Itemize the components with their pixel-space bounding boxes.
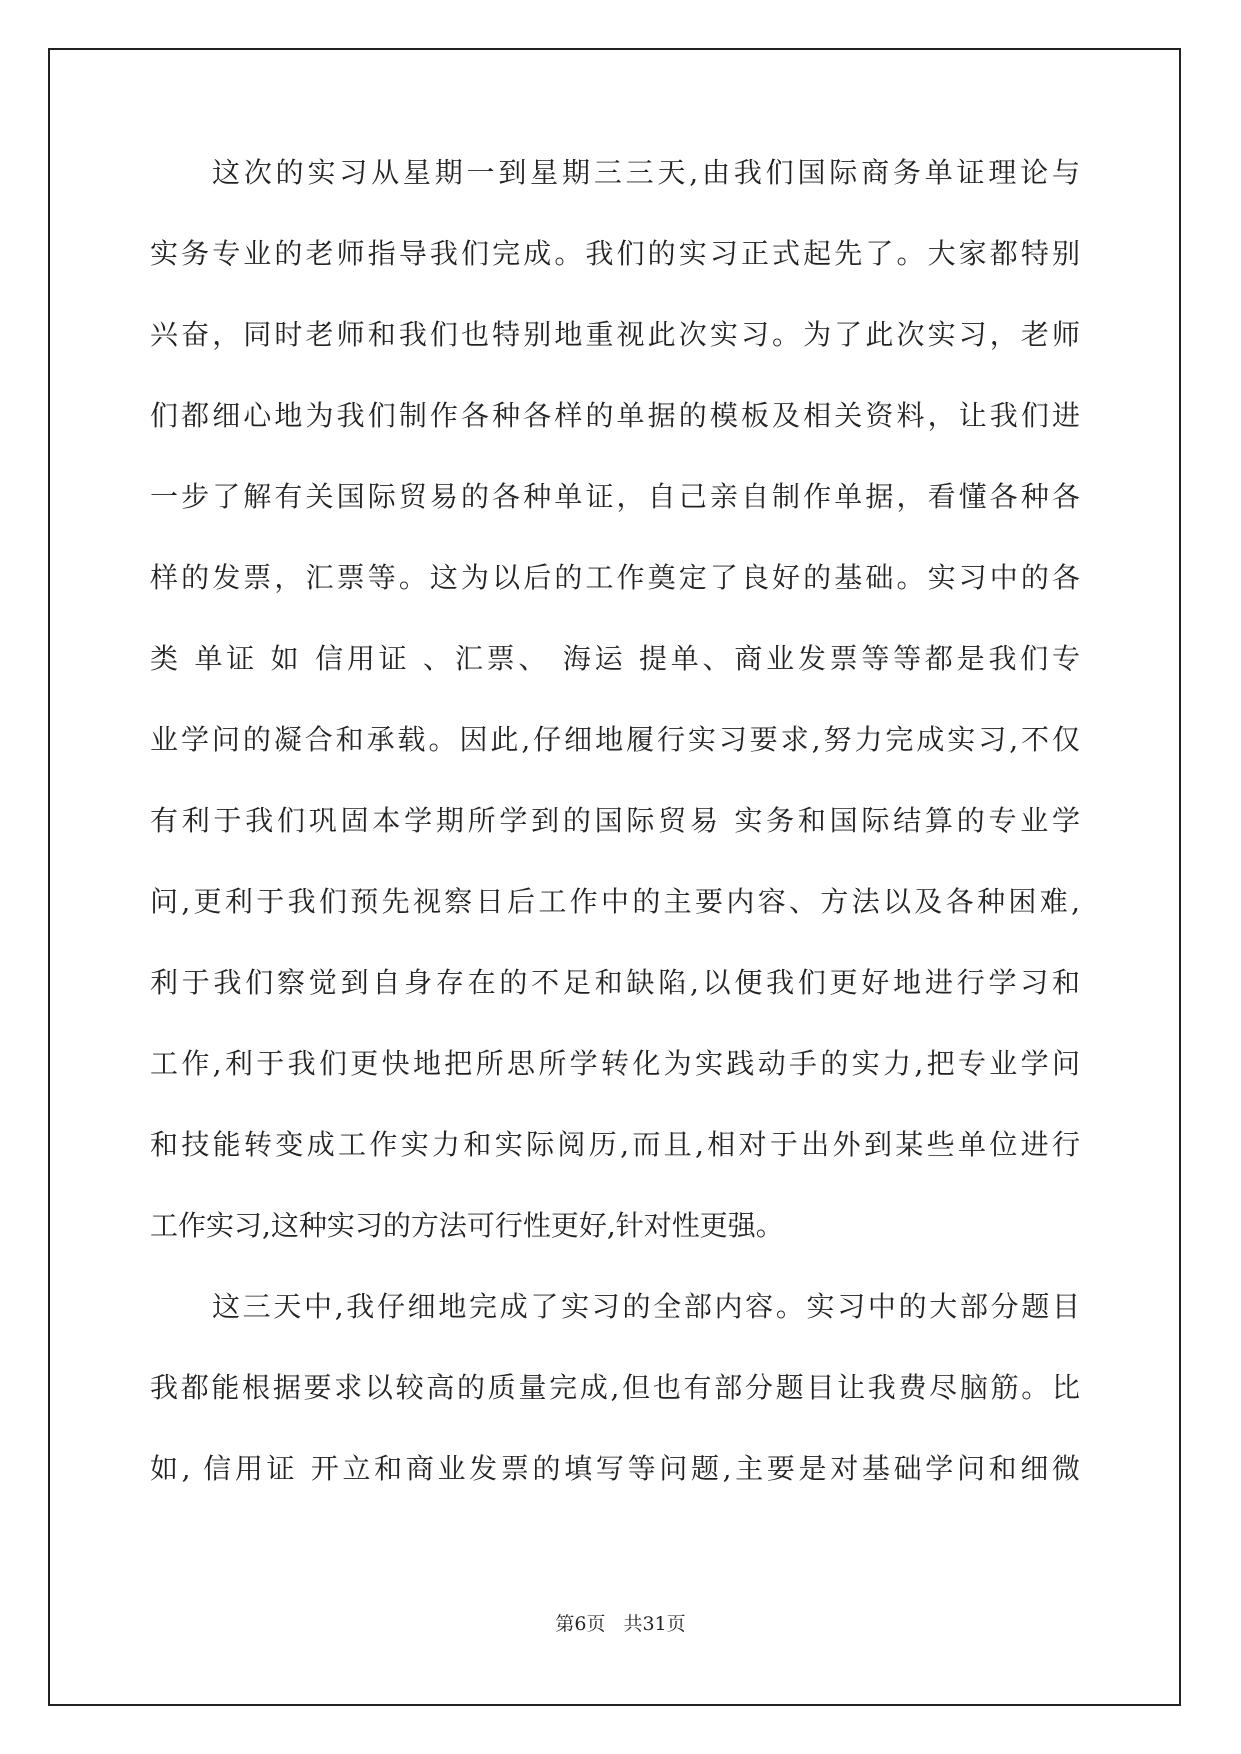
paragraph-1-line-8: 业学问的凝合和承载。因此,仔细地履行实习要求,努力完成实习,不仅 bbox=[150, 723, 1080, 756]
document-body bbox=[150, 155, 1080, 1532]
paragraph-1-line-6: 样的发票，汇票等。这为以后的工作奠定了良好的基础。实习中的各 bbox=[150, 561, 1080, 594]
paragraph-1-line-3: 兴奋，同时老师和我们也特别地重视此次实习。为了此次实习，老师 bbox=[150, 318, 1080, 351]
paragraph-2-line-3: 如, 信用证 开立和商业发票的填写等问题,主要是对基础学问和细微 bbox=[150, 1452, 1080, 1485]
paragraph-1-line-2: 实务专业的老师指导我们完成。我们的实习正式起先了。大家都特别 bbox=[150, 237, 1080, 270]
paragraph-1-line-14: 工作实习,这种实习的方法可行性更好,针对性更强。 bbox=[150, 1209, 784, 1242]
paragraph-1-line-7: 类 单证 如 信用证 、汇票、 海运 提单、商业发票等等都是我们专 bbox=[150, 642, 1080, 675]
paragraph-1-line-13: 和技能转变成工作实力和实际阅历,而且,相对于出外到某些单位进行 bbox=[150, 1128, 1080, 1161]
page-footer bbox=[0, 1612, 1241, 1636]
paragraph-1-line-9: 有利于我们巩固本学期所学到的国际贸易 实务和国际结算的专业学 bbox=[150, 804, 1080, 837]
paragraph-1-line-11: 利于我们察觉到自身存在的不足和缺陷,以便我们更好地进行学习和 bbox=[150, 966, 1080, 999]
paragraph-1-line-5: 一步了解有关国际贸易的各种单证，自己亲自制作单据，看懂各种各 bbox=[150, 480, 1080, 513]
page-number-total: 共31页 bbox=[623, 1613, 686, 1635]
paragraph-2-line-1: 这三天中,我仔细地完成了实习的全部内容。实习中的大部分题目 bbox=[212, 1290, 1080, 1323]
paragraph-1-line-10: 问,更利于我们预先视察日后工作中的主要内容、方法以及各种困难, bbox=[150, 885, 1080, 918]
paragraph-2-line-2: 我都能根据要求以较高的质量完成,但也有部分题目让我费尽脑筋。比 bbox=[150, 1371, 1080, 1404]
paragraph-1-line-12: 工作,利于我们更快地把所思所学转化为实践动手的实力,把专业学问 bbox=[150, 1047, 1080, 1080]
paragraph-1-line-1: 这次的实习从星期一到星期三三天,由我们国际商务单证理论与 bbox=[212, 156, 1080, 189]
page-number-current: 第6页 bbox=[555, 1613, 606, 1635]
paragraph-1-line-4: 们都细心地为我们制作各种各样的单据的模板及相关资料，让我们进 bbox=[150, 399, 1080, 432]
